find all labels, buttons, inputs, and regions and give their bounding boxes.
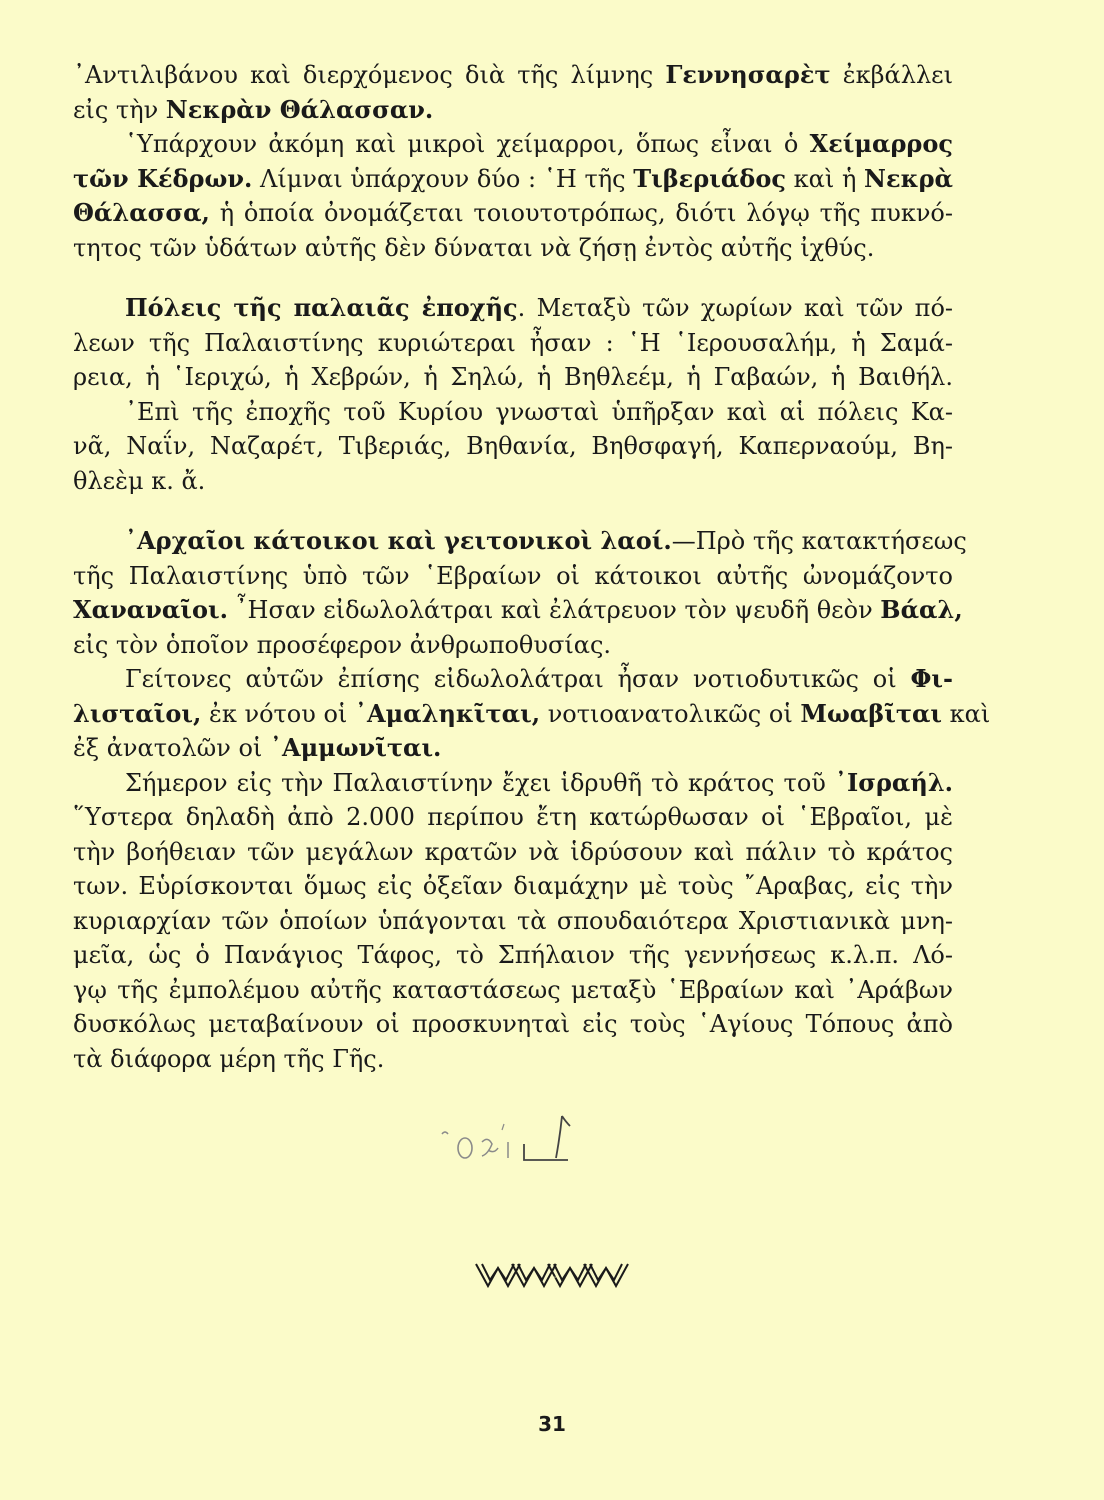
text-segment: ρεια, ἡ ῾Ιεριχώ, ἡ Χεβρών, ἡ Σηλώ, ἡ Βηθλεέμ, ἡ Γαβαών, ἡ Βαιθήλ. xyxy=(73,363,953,391)
text-segment: γῳ τῆς ἐμπολέμου αὐτῆς καταστάσεως μεταξὺ ῾Εβραίων καὶ ᾽Αράβων xyxy=(73,975,953,1004)
text-segment: εἰς τὴν xyxy=(73,95,166,124)
text-segment: καὶ ἡ xyxy=(785,164,865,193)
text-line xyxy=(73,800,953,835)
bold-term: λισταῖοι, xyxy=(73,698,202,728)
text-line xyxy=(73,93,953,128)
text-segment: ῾Υπάρχουν ἀκόμη καὶ μικροὶ χείμαρροι, ὅπως εἶναι ὁ xyxy=(125,130,810,158)
bold-term: ᾽Αρχαῖοι κάτοικοι καὶ γειτονικοὶ λαοί. xyxy=(125,526,672,555)
text-line xyxy=(73,938,953,973)
text-line xyxy=(73,127,953,162)
text-segment: Λίμναι ὑπάρχουν δύο : ῾Η τῆς xyxy=(252,164,634,193)
bold-term: Θάλασσα, xyxy=(73,198,210,227)
text-segment: κυριαρχίαν τῶν ὁποίων ὑπάγονται τὰ σπουδαιότερα Χριστιανικὰ μνη- xyxy=(73,906,953,935)
bold-term: Γεννησαρὲτ xyxy=(665,60,831,89)
text-segment: Γείτονες αὐτῶν ἐπίσης εἰδωλολάτραι ἦσαν νοτιοδυτικῶς οἱ xyxy=(125,665,911,693)
text-segment: δυσκόλως μεταβαίνουν οἱ προσκυνηταὶ εἰς τοὺς ῾Αγίους Τόπους ἀπὸ xyxy=(73,1010,953,1038)
text-segment: καὶ xyxy=(942,699,991,728)
text-segment: ἐξ ἀνατολῶν οἱ xyxy=(73,734,270,762)
text-segment: ῏Ησαν εἰδωλολάτραι καὶ ἐλάτρευον τὸν ψευδῆ θεὸν xyxy=(227,596,881,624)
bold-term: Φι- xyxy=(910,664,953,693)
text-segment: τητος τῶν ὑδάτων αὐτῆς δὲν δύναται νὰ ζήσῃ ἐντὸς αὐτῆς ἰχθύς. xyxy=(73,233,875,262)
text-line xyxy=(73,731,953,766)
bold-term: Χαναναῖοι. xyxy=(73,595,228,624)
text-line xyxy=(73,766,953,801)
text-line xyxy=(73,524,967,559)
text-segment: ἡ ὁποία ὀνομάζεται τοιουτοτρόπως, διότι λόγῳ τῆς πυκνό- xyxy=(209,199,953,227)
bold-term: Πόλεις τῆς παλαιᾶς ἐποχῆς xyxy=(125,293,518,322)
text-line xyxy=(73,662,953,697)
text-line xyxy=(73,835,953,870)
text-line xyxy=(73,395,953,430)
text-segment: νᾶ, Ναΐν, Ναζαρέτ, Τιβεριάς, Βηθανία, Βηθσφαγή, Καπερναούμ, Βη- xyxy=(73,432,953,460)
text-line xyxy=(73,628,953,663)
text-line xyxy=(73,196,953,231)
bold-term: Τιβεριάδος xyxy=(633,163,786,193)
bold-term: Νεκρὰ xyxy=(864,163,953,193)
text-segment: . Μεταξὺ τῶν χωρίων καὶ τῶν πό- xyxy=(517,294,953,322)
text-segment: εἰς τὸν ὁποῖον προσέφερον ἀνθρωποθυσίας. xyxy=(73,630,612,659)
text-line xyxy=(73,58,953,93)
bold-term: ᾽Ισραήλ. xyxy=(835,767,953,797)
text-line xyxy=(73,869,953,904)
text-segment: τὰ διάφορα μέρη τῆς Γῆς. xyxy=(73,1044,385,1073)
text-segment: των. Εὑρίσκονται ὅμως εἰς ὀξεῖαν διαμάχην μὲ τοὺς ῎Αραβας, εἰς τὴν xyxy=(73,872,953,900)
text-line xyxy=(73,326,953,361)
text-segment: —Πρὸ τῆς κατακτήσεως xyxy=(671,527,967,555)
text-line xyxy=(73,429,953,464)
bold-term: Μωαβῖται xyxy=(800,698,943,728)
text-line xyxy=(73,904,953,939)
text-segment: ῞Υστερα δηλαδὴ ἀπὸ 2.000 περίπου ἔτη κατώρθωσαν οἱ ῾Εβραῖοι, μὲ xyxy=(73,803,953,831)
text-segment: ἐκβάλλει xyxy=(830,61,954,89)
text-line xyxy=(73,593,963,628)
text-line xyxy=(73,291,953,326)
page-number: 31 xyxy=(538,1412,566,1436)
bold-term: Βάαλ, xyxy=(880,595,963,624)
ornament-icon xyxy=(472,1258,632,1292)
bold-term: Νεκρὰν Θάλασσαν. xyxy=(165,94,434,124)
text-segment: ᾽Αντιλιβάνου καὶ διερχόμενος διὰ τῆς λίμνης xyxy=(73,61,666,89)
text-line xyxy=(73,973,953,1008)
text-segment: Σήμερον εἰς τὴν Παλαιστίνην ἔχει ἱδρυθῆ τὸ κράτος τοῦ xyxy=(125,768,836,797)
text-segment: νοτιοανατολικῶς οἱ xyxy=(540,699,801,728)
text-line xyxy=(73,1007,953,1042)
text-segment: ᾽Επὶ τῆς ἐποχῆς τοῦ Κυρίου γνωσταὶ ὑπῆρξαν καὶ αἱ πόλεις Κα- xyxy=(125,397,953,426)
text-line xyxy=(73,559,953,594)
text-segment: τῆς Παλαιστίνης ὑπὸ τῶν ῾Εβραίων οἱ κάτοικοι αὐτῆς ὠνομάζοντο xyxy=(73,561,953,590)
bold-term: ᾽Αμαληκῖται, xyxy=(354,698,541,728)
ornament-text: WWW xyxy=(552,1277,559,1279)
page-text xyxy=(73,58,991,1076)
handwritten-annotation xyxy=(432,1112,592,1172)
text-line xyxy=(73,464,953,499)
bold-term: ᾽Αμμωνῖται. xyxy=(269,733,442,762)
text-segment: θλεὲμ κ. ἄ. xyxy=(73,466,206,495)
text-line xyxy=(73,162,953,197)
text-segment: μεῖα, ὡς ὁ Πανάγιος Τάφος, τὸ Σπήλαιον τῆς γεννήσεως κ.λ.π. Λό- xyxy=(73,941,953,969)
text-segment: λεων τῆς Παλαιστίνης κυριώτεραι ἦσαν : ῾Η ῾Ιερουσαλήμ, ἡ Σαμά- xyxy=(73,328,953,357)
text-segment: ἐκ νότου οἱ xyxy=(201,699,355,728)
text-line xyxy=(73,697,991,732)
text-line xyxy=(73,1042,953,1077)
text-line xyxy=(73,360,953,395)
text-line xyxy=(73,231,953,266)
bold-term: Χείμαρρος xyxy=(809,129,953,158)
text-segment: τὴν βοήθειαν τῶν μεγάλων κρατῶν νὰ ἱδρύσουν καὶ πάλιν τὸ κράτος xyxy=(73,837,953,866)
bold-term: τῶν Κέδρων. xyxy=(73,163,253,193)
